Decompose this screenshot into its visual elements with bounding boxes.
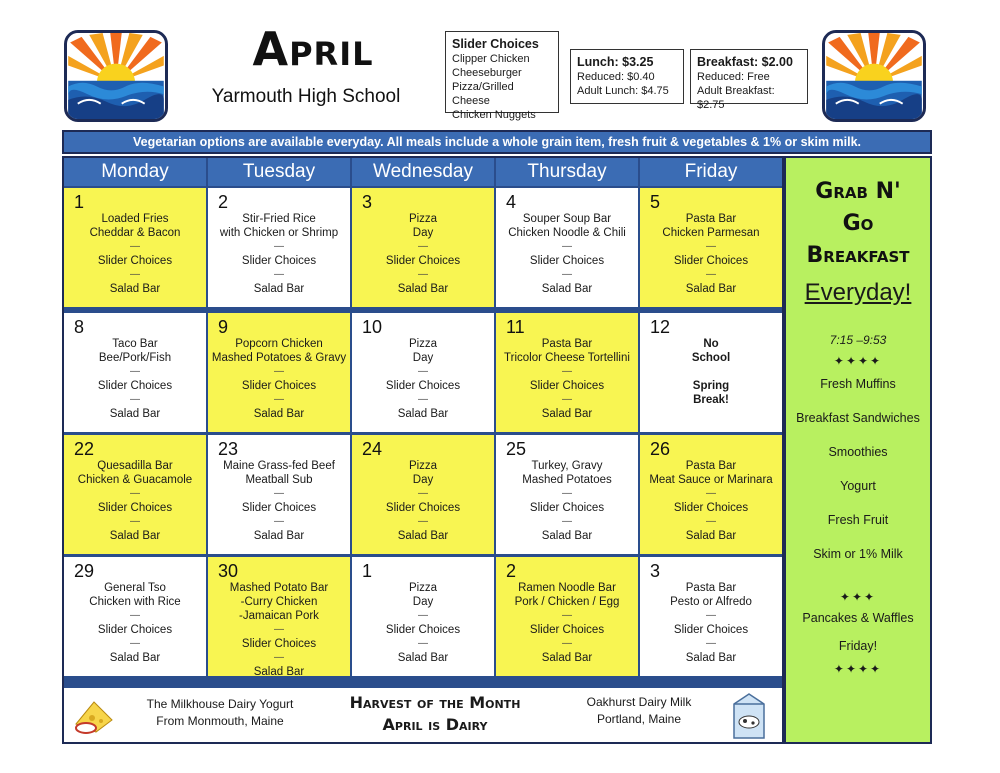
day-number: 1 <box>74 192 85 212</box>
day-number: 25 <box>506 439 527 459</box>
day-menu <box>352 581 494 665</box>
day-number: 10 <box>362 317 383 337</box>
dash-separator: — <box>130 366 140 377</box>
menu-line: Pasta Bar <box>685 582 737 594</box>
slider-choices-line: Slider Choices <box>97 502 173 514</box>
star-divider: ✦✦✦✦ <box>833 354 883 368</box>
salad-bar-line: Salad Bar <box>253 408 305 420</box>
milk-carton-icon <box>726 690 772 740</box>
slider-choice-item: Chicken Nuggets <box>452 109 536 121</box>
breakfast-item: Breakfast Sandwiches <box>796 411 920 425</box>
slider-choices-line: Slider Choices <box>529 255 605 267</box>
breakfast-reduced-price: Reduced: Free <box>697 71 770 83</box>
day-header-wednesday: Wednesday <box>352 158 494 186</box>
harvest-title <box>310 692 560 736</box>
menu-line: Maine Grass-fed Beef <box>223 460 335 472</box>
harvest-subheading: April is Dairy <box>382 715 488 734</box>
slider-choices-line: Slider Choices <box>673 502 749 514</box>
slider-choices-line: Slider Choices <box>97 255 173 267</box>
menu-line: Tricolor Cheese Tortellini <box>504 352 630 364</box>
dash-separator: — <box>706 488 716 499</box>
menu-line: Day <box>412 227 434 239</box>
menu-line: No <box>703 338 719 350</box>
friday-special: Pancakes & Waffles <box>802 611 914 625</box>
salad-bar-line: Salad Bar <box>541 408 593 420</box>
dash-separator: — <box>706 241 716 252</box>
day-header-thursday: Thursday <box>496 158 638 186</box>
day-menu <box>208 212 350 296</box>
dash-separator: — <box>706 610 716 621</box>
day-number: 11 <box>506 317 525 337</box>
breakfast-item: Fresh Fruit <box>827 513 889 527</box>
menu-line: Spring <box>692 380 730 392</box>
dash-separator: — <box>130 241 140 252</box>
salad-bar-line: Salad Bar <box>109 283 161 295</box>
dash-separator: — <box>418 488 428 499</box>
day-number: 4 <box>506 192 517 212</box>
slider-choices-line: Slider Choices <box>385 255 461 267</box>
day-cell <box>496 188 638 307</box>
menu-line: Chicken with Rice <box>89 596 181 608</box>
slider-choices-line: Slider Choices <box>385 380 461 392</box>
day-number: 8 <box>74 317 85 337</box>
day-header-tuesday: Tuesday <box>208 158 350 186</box>
slider-choice-item: Cheeseburger <box>452 67 522 79</box>
salad-bar-line: Salad Bar <box>541 652 593 664</box>
slider-choice-item: Clipper Chicken <box>452 53 530 65</box>
salad-bar-line: Salad Bar <box>253 666 305 678</box>
menu-line: Chicken Noodle & Chili <box>508 227 626 239</box>
breakfast-item: Yogurt <box>840 479 876 493</box>
menu-line: Day <box>412 352 434 364</box>
page-title: April <box>252 22 374 76</box>
menu-line: Pizza <box>408 213 438 225</box>
breakfast-adult-price: Adult Breakfast: $2.75 <box>697 85 775 111</box>
milk-source-line: Portland, Maine <box>596 712 682 726</box>
day-menu <box>208 459 350 543</box>
menu-line: Turkey, Gravy <box>531 460 603 472</box>
menu-line: Meatball Sub <box>245 474 313 486</box>
dash-separator: — <box>130 638 140 649</box>
menu-line: Bee/Pork/Fish <box>98 352 172 364</box>
dash-separator: — <box>706 638 716 649</box>
lunch-price-box <box>570 49 684 104</box>
day-cell <box>208 557 350 676</box>
dash-separator: — <box>130 610 140 621</box>
day-menu <box>208 337 350 421</box>
star-divider: ✦✦✦ <box>839 590 877 604</box>
slider-choices-line: Slider Choices <box>97 624 173 636</box>
day-cell <box>496 557 638 676</box>
dash-separator: — <box>562 241 572 252</box>
breakfast-item: Smoothies <box>828 445 888 459</box>
day-menu <box>496 337 638 421</box>
day-number: 2 <box>218 192 229 212</box>
salad-bar-line: Salad Bar <box>685 652 737 664</box>
salad-bar-line: Salad Bar <box>397 408 449 420</box>
day-number: 12 <box>650 317 671 337</box>
slider-choices-line: Slider Choices <box>385 624 461 636</box>
day-cell <box>640 188 782 307</box>
slider-choice-item: Pizza/Grilled Cheese <box>452 81 514 107</box>
grab-n-go-breakfast-panel <box>784 156 932 744</box>
dash-separator: — <box>562 638 572 649</box>
menu-line: Chicken & Guacamole <box>77 474 193 486</box>
menu-line: Break! <box>693 394 729 406</box>
salad-bar-line: Salad Bar <box>397 652 449 664</box>
salad-bar-line: Salad Bar <box>253 530 305 542</box>
menu-line: Pizza <box>408 338 438 350</box>
day-header-friday: Friday <box>640 158 782 186</box>
harvest-of-the-month-bar <box>64 688 782 742</box>
dash-separator: — <box>562 269 572 280</box>
dash-separator: — <box>562 516 572 527</box>
menu-line: Pork / Chicken / Egg <box>514 596 620 608</box>
dash-separator: — <box>418 241 428 252</box>
milk-source-line: Oakhurst Dairy Milk <box>586 695 692 709</box>
day-menu <box>496 212 638 296</box>
menu-line: Pizza <box>408 460 438 472</box>
day-cell <box>640 435 782 554</box>
dash-separator: — <box>274 516 284 527</box>
dash-separator: — <box>274 366 284 377</box>
lunch-reduced-price: Reduced: $0.40 <box>577 71 655 83</box>
day-number: 29 <box>74 561 95 581</box>
vegetarian-banner: Vegetarian options are available everyday. All meals include a whole grain item, fresh fruit & vegetables & 1% or skim milk. <box>62 130 932 154</box>
dash-separator: — <box>130 516 140 527</box>
friday-special: Friday! <box>838 639 878 653</box>
menu-line: -Curry Chicken <box>240 596 318 608</box>
day-cell <box>64 313 206 432</box>
yogurt-source-line: From Monmouth, Maine <box>156 714 284 728</box>
salad-bar-line: Salad Bar <box>109 652 161 664</box>
dash-separator: — <box>418 610 428 621</box>
slider-choices-line: Slider Choices <box>529 502 605 514</box>
dash-separator: — <box>562 394 572 405</box>
school-name: Yarmouth High School <box>211 86 401 107</box>
day-cell <box>64 188 206 307</box>
grab-n-go-title-line: Go <box>842 211 874 236</box>
dash-separator: — <box>562 488 572 499</box>
salad-bar-line: Salad Bar <box>541 530 593 542</box>
slider-choices-title: Slider Choices <box>452 37 539 51</box>
day-cell <box>352 313 494 432</box>
menu-line: Pizza <box>408 582 438 594</box>
day-number: 3 <box>650 561 661 581</box>
menu-line: General Tso <box>104 582 166 594</box>
dash-separator: — <box>274 488 284 499</box>
day-number: 2 <box>506 561 517 581</box>
salad-bar-line: Salad Bar <box>685 283 737 295</box>
slider-choices-box <box>445 31 559 121</box>
day-cell <box>640 557 782 676</box>
day-menu <box>352 459 494 543</box>
grab-n-go-title-line: Grab N' <box>815 179 901 204</box>
dash-separator: — <box>418 366 428 377</box>
dash-separator: — <box>418 516 428 527</box>
dash-separator: — <box>418 394 428 405</box>
slider-choices-line: Slider Choices <box>529 380 605 392</box>
breakfast-price: Breakfast: $2.00 <box>697 55 793 69</box>
dash-separator: — <box>562 610 572 621</box>
slider-choices-line: Slider Choices <box>529 624 605 636</box>
breakfast-hours: 7:15 –9:53 <box>829 333 887 347</box>
day-cell <box>496 313 638 432</box>
salad-bar-line: Salad Bar <box>397 530 449 542</box>
dash-separator: — <box>274 624 284 635</box>
day-menu <box>64 581 206 665</box>
dash-separator: — <box>274 241 284 252</box>
menu-line: with Chicken or Shrimp <box>219 227 339 239</box>
slider-choices-line: Slider Choices <box>241 638 317 650</box>
menu-line: Pasta Bar <box>685 460 737 472</box>
day-menu <box>640 212 782 296</box>
day-menu <box>64 337 206 421</box>
menu-line: Chicken Parmesan <box>662 227 760 239</box>
day-menu <box>64 212 206 296</box>
star-divider: ✦✦✦✦ <box>833 662 883 676</box>
slider-choices-line: Slider Choices <box>97 380 173 392</box>
sunrise-wave-icon <box>825 33 923 119</box>
cheese-icon <box>72 694 118 736</box>
dash-separator: — <box>706 516 716 527</box>
salad-bar-line: Salad Bar <box>397 283 449 295</box>
slider-choices-line: Slider Choices <box>241 502 317 514</box>
day-cell <box>208 435 350 554</box>
salad-bar-line: Salad Bar <box>109 408 161 420</box>
day-menu <box>352 212 494 296</box>
day-header-monday: Monday <box>64 158 206 186</box>
milk-source <box>564 694 714 728</box>
menu-line: Taco Bar <box>112 338 158 350</box>
dash-separator: — <box>418 638 428 649</box>
day-cell <box>640 313 782 432</box>
day-menu <box>208 581 350 679</box>
day-cell <box>352 435 494 554</box>
day-number: 3 <box>362 192 373 212</box>
sunrise-wave-icon <box>67 33 165 119</box>
menu-line: School <box>691 352 731 364</box>
harvest-heading: Harvest of the Month <box>349 693 521 712</box>
lunch-adult-price: Adult Lunch: $4.75 <box>577 85 669 97</box>
school-logo-right <box>822 30 926 122</box>
menu-line: Mashed Potato Bar <box>229 582 329 594</box>
day-cell <box>352 188 494 307</box>
everyday-label: Everyday! <box>804 279 912 306</box>
slider-choices-line: Slider Choices <box>673 255 749 267</box>
menu-line: Souper Soup Bar <box>522 213 612 225</box>
yogurt-source <box>140 696 300 730</box>
menu-line: Pasta Bar <box>541 338 593 350</box>
day-number: 1 <box>362 561 373 581</box>
day-menu <box>640 581 782 665</box>
menu-line: Mashed Potatoes <box>522 474 612 486</box>
day-number: 26 <box>650 439 671 459</box>
menu-line: Quesadilla Bar <box>97 460 173 472</box>
menu-line: Mashed Potatoes & Gravy <box>211 352 347 364</box>
day-number: 24 <box>362 439 383 459</box>
dash-separator: — <box>562 366 572 377</box>
day-cell <box>496 435 638 554</box>
day-menu <box>640 337 782 407</box>
day-menu <box>640 459 782 543</box>
day-cell <box>208 313 350 432</box>
salad-bar-line: Salad Bar <box>109 530 161 542</box>
menu-line <box>640 365 782 379</box>
slider-choices-line: Slider Choices <box>241 380 317 392</box>
slider-choices-line: Slider Choices <box>673 624 749 636</box>
menu-line: Cheddar & Bacon <box>89 227 181 239</box>
day-cell <box>208 188 350 307</box>
day-number: 5 <box>650 192 661 212</box>
breakfast-item: Fresh Muffins <box>820 377 896 391</box>
day-number: 9 <box>218 317 229 337</box>
menu-calendar <box>62 156 784 744</box>
day-cell <box>64 557 206 676</box>
day-menu <box>496 581 638 665</box>
menu-line: Day <box>412 596 434 608</box>
day-menu <box>496 459 638 543</box>
dash-separator: — <box>130 394 140 405</box>
dash-separator: — <box>706 269 716 280</box>
menu-line: Popcorn Chicken <box>235 338 323 350</box>
dash-separator: — <box>274 652 284 663</box>
menu-line: -Jamaican Pork <box>239 610 319 622</box>
school-logo-left <box>64 30 168 122</box>
slider-choices-line: Slider Choices <box>385 502 461 514</box>
menu-line: Pesto or Alfredo <box>670 596 752 608</box>
grab-n-go-title-line: Breakfast <box>806 243 910 268</box>
day-menu <box>64 459 206 543</box>
dash-separator: — <box>130 269 140 280</box>
dash-separator: — <box>274 394 284 405</box>
dash-separator: — <box>274 269 284 280</box>
menu-line: Loaded Fries <box>101 213 169 225</box>
day-cell <box>352 557 494 676</box>
menu-line: Meat Sauce or Marinara <box>649 474 773 486</box>
day-number: 23 <box>218 439 239 459</box>
salad-bar-line: Salad Bar <box>685 530 737 542</box>
menu-line: Day <box>412 474 434 486</box>
lunch-price: Lunch: $3.25 <box>577 55 654 69</box>
dash-separator: — <box>130 488 140 499</box>
menu-line: Stir-Fried Rice <box>242 213 316 225</box>
dash-separator: — <box>418 269 428 280</box>
day-menu <box>352 337 494 421</box>
menu-line: Ramen Noodle Bar <box>518 582 616 594</box>
breakfast-item: Skim or 1% Milk <box>813 547 903 561</box>
yogurt-source-line: The Milkhouse Dairy Yogurt <box>146 697 294 711</box>
slider-choices-line: Slider Choices <box>241 255 317 267</box>
salad-bar-line: Salad Bar <box>253 283 305 295</box>
breakfast-price-box <box>690 49 808 111</box>
day-number: 30 <box>218 561 239 581</box>
day-number: 22 <box>74 439 95 459</box>
salad-bar-line: Salad Bar <box>541 283 593 295</box>
day-cell <box>64 435 206 554</box>
menu-line: Pasta Bar <box>685 213 737 225</box>
